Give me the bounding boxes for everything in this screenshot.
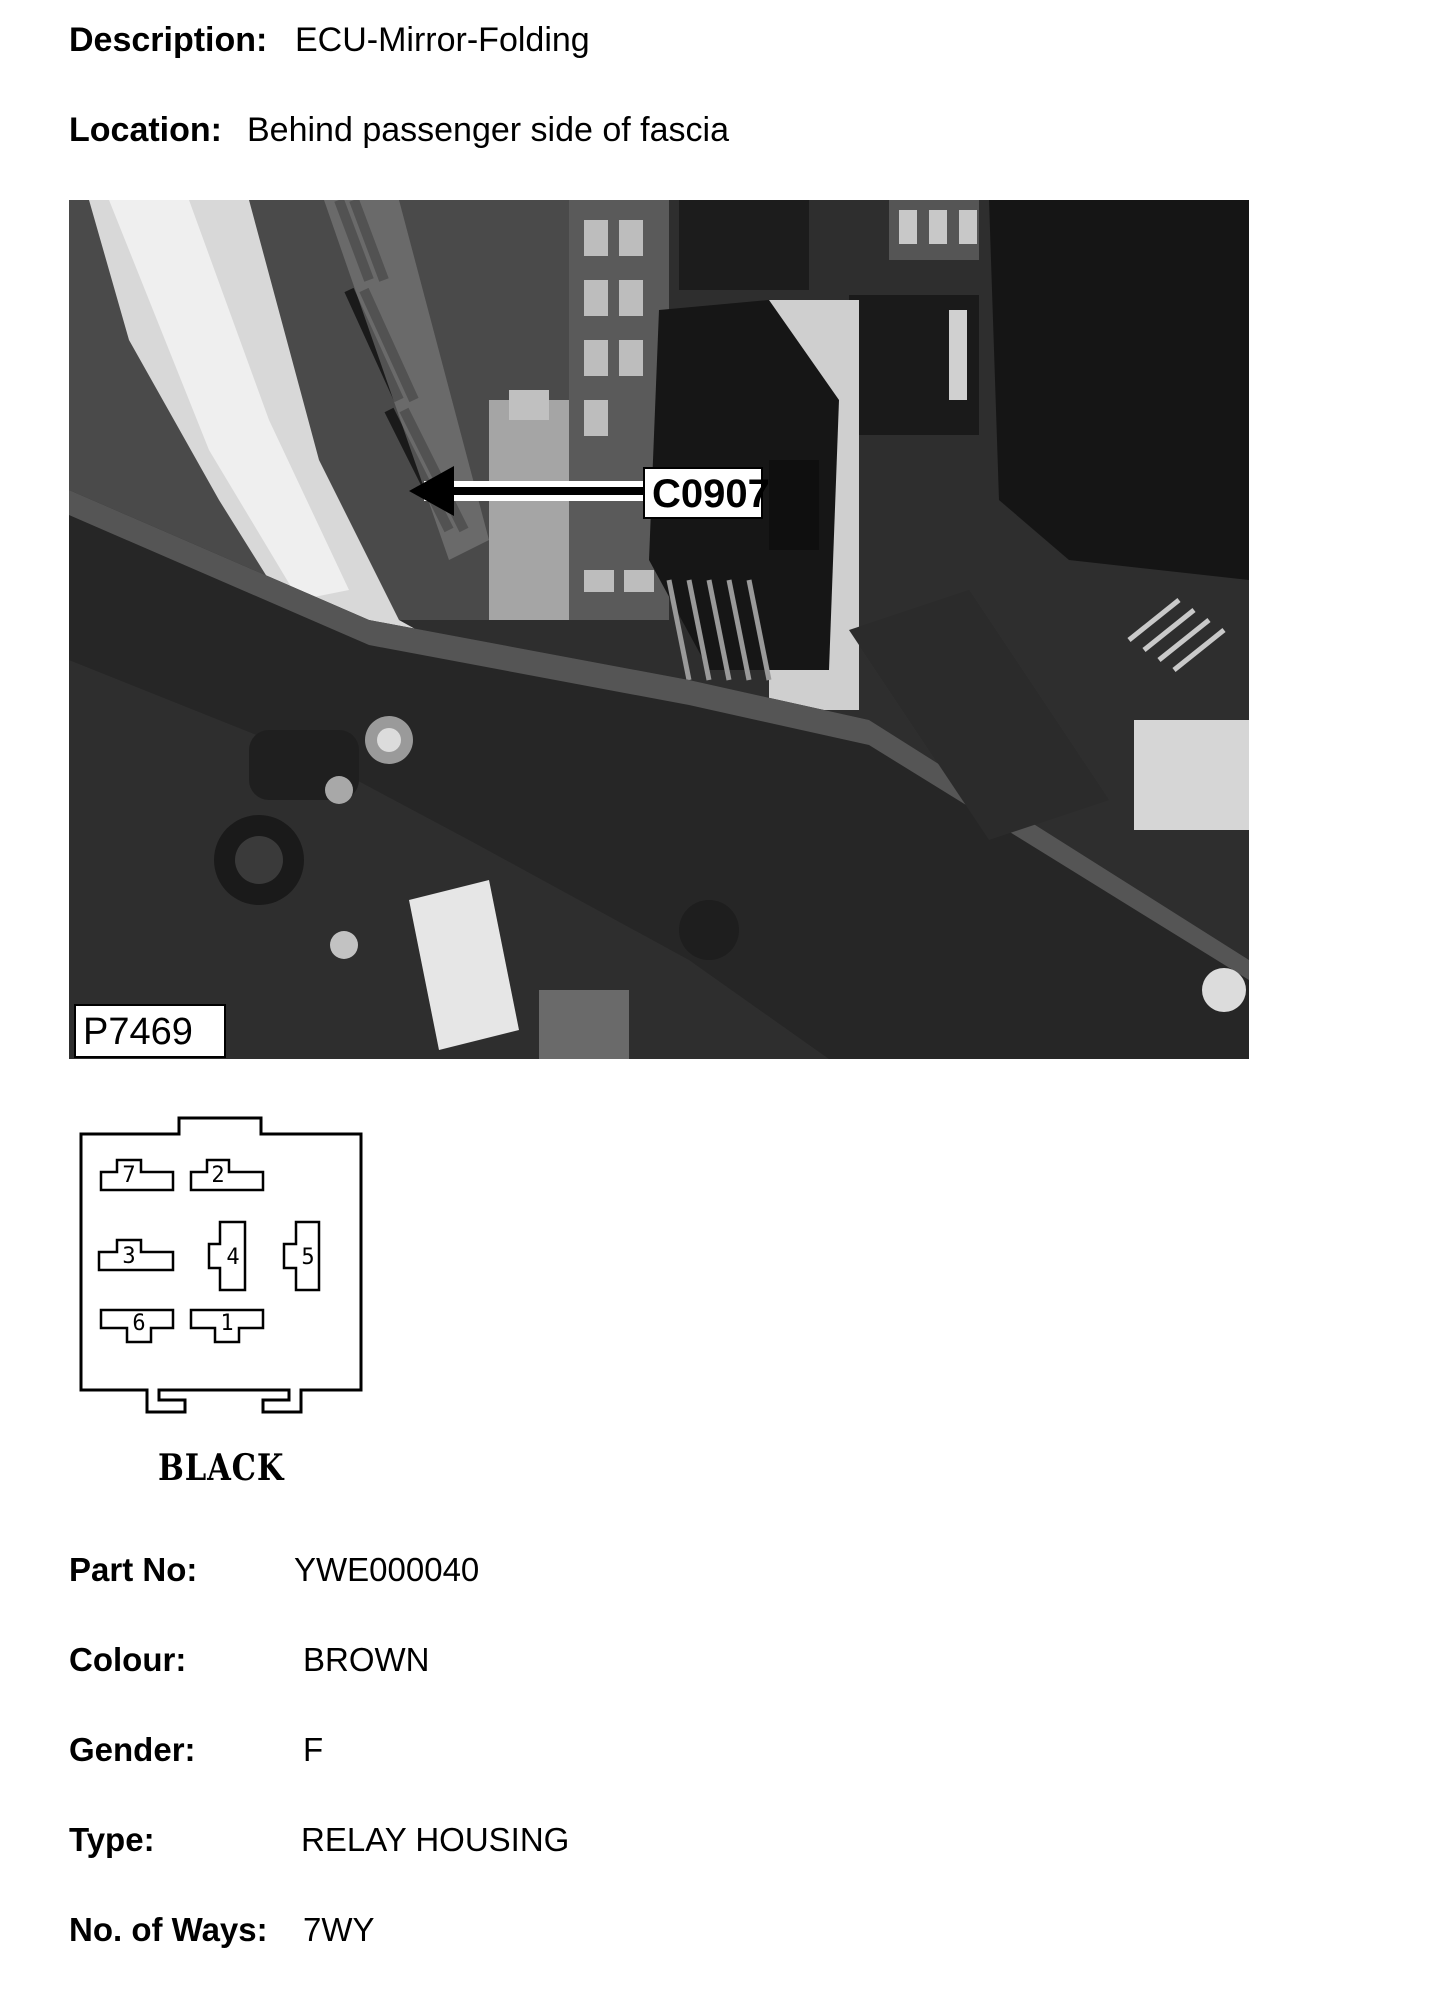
pin-label-2: 2 (211, 1163, 225, 1188)
description-value: ECU-Mirror-Folding (295, 21, 590, 59)
gender-label: Gender: (69, 1731, 196, 1768)
connector-location-photo (69, 200, 1249, 1059)
gender-row (69, 1730, 324, 1770)
colour-label: Colour: (69, 1641, 187, 1678)
pin-label-7: 7 (122, 1163, 136, 1188)
location-row (69, 110, 729, 150)
ways-value: 7WY (303, 1911, 375, 1948)
pin-2-shape (191, 1160, 263, 1190)
description-row (69, 20, 590, 60)
colour-row (69, 1640, 430, 1680)
gender-value: F (303, 1731, 324, 1768)
description-label: Description: (69, 21, 268, 59)
pin-7-shape (101, 1160, 173, 1190)
photo-id-label: P7469 (83, 1011, 193, 1053)
connector-callout-label: C0907 (652, 472, 770, 516)
part-number-label: Part No: (69, 1551, 198, 1588)
type-label: Type: (69, 1821, 155, 1858)
pin-label-6: 6 (132, 1311, 146, 1336)
connector-pinout-diagram (69, 1110, 369, 1425)
location-label: Location: (69, 111, 222, 149)
ways-row (69, 1910, 375, 1950)
location-value: Behind passenger side of fascia (247, 111, 729, 149)
part-number-value: YWE000040 (294, 1551, 480, 1588)
pin-label-4: 4 (226, 1245, 240, 1270)
part-number-row (69, 1550, 480, 1590)
pin-3-shape (99, 1240, 173, 1270)
pin-label-3: 3 (122, 1244, 136, 1269)
housing-color-label: BLACK (158, 1447, 285, 1489)
pin-label-5: 5 (301, 1245, 315, 1270)
type-row (69, 1820, 570, 1860)
colour-value: BROWN (303, 1641, 430, 1678)
pin-label-1: 1 (220, 1311, 234, 1336)
ways-label: No. of Ways: (69, 1911, 268, 1948)
type-value: RELAY HOUSING (301, 1821, 570, 1858)
